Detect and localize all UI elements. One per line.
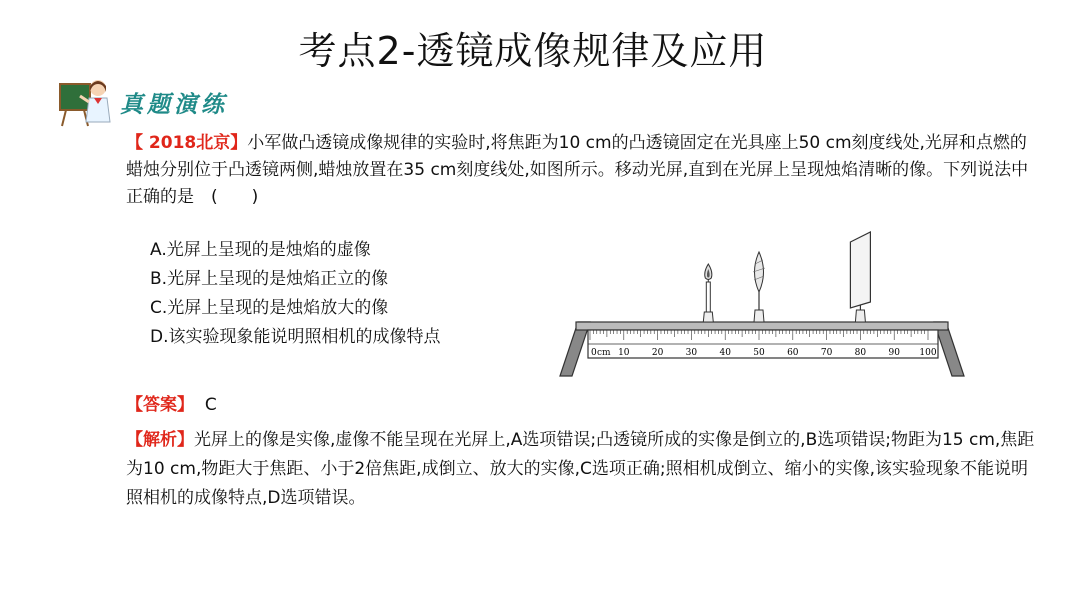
- ruler-tick-label: 80: [854, 348, 867, 358]
- question-paragraph: [126, 130, 1036, 211]
- ruler-tick-label: 0: [591, 348, 597, 358]
- light-screen: [850, 232, 870, 322]
- ruler-unit-label: cm: [597, 348, 611, 358]
- ruler-tick-label: 10: [618, 348, 630, 358]
- ruler-tick-label: 60: [787, 348, 799, 358]
- bench-track-top: [576, 322, 948, 330]
- explanation-label: 【解析】: [126, 430, 194, 450]
- ruler-tick-label: 30: [685, 348, 698, 358]
- question-source: 【 2018北京】: [126, 133, 248, 153]
- option-a: A.光屏上呈现的是烛焰的虚像: [150, 240, 371, 260]
- explanation-paragraph: [126, 426, 1036, 513]
- question-text: 小军做凸透镜成像规律的实验时,将焦距为10 cm的凸透镜固定在光具座上50 cm刻度线处,光屏和点燃的蜡烛分别位于凸透镜两侧,蜡烛放置在35 cm刻度线处,如图所示。移动光屏,直到在光屏上呈现烛焰清晰的像。下列说法中正确的是 ( ): [126, 133, 1029, 207]
- answer-value: C: [204, 395, 217, 415]
- ruler-tick-label: 100: [919, 348, 937, 358]
- optical-bench-figure: [556, 228, 968, 378]
- badge-label: 真题演练: [120, 91, 228, 118]
- ruler-tick-label: 20: [651, 348, 664, 358]
- option-d: D.该实验现象能说明照相机的成像特点: [150, 327, 441, 347]
- option-b: B.光屏上呈现的是烛焰正立的像: [150, 269, 389, 289]
- answer-line: [126, 392, 1036, 419]
- ruler-tick-label: 90: [888, 348, 900, 358]
- ruler-tick-label: 70: [820, 348, 833, 358]
- ruler-tick-label: 40: [719, 348, 731, 358]
- candle: [703, 264, 713, 322]
- option-c: C.光屏上呈现的是烛焰放大的像: [150, 298, 389, 318]
- options-list: [150, 236, 441, 352]
- teacher-at-blackboard-icon: [58, 74, 112, 130]
- explanation-text: 光屏上的像是实像,虚像不能呈现在光屏上,A选项错误;凸透镜所成的实像是倒立的,B选项错误;物距为15 cm,焦距为10 cm,物距大于焦距、小于2倍焦距,成倒立、放大的实像,C选项正确;照相机成倒立、缩小的实像,该实验现象不能说明照相机的成像特点,D选项错误。: [126, 430, 1035, 508]
- convex-lens: [753, 252, 765, 322]
- section-badge: [58, 74, 248, 130]
- ruler-tick-label: 50: [753, 348, 765, 358]
- answer-label: 【答案】: [126, 395, 194, 415]
- page-title: 考点2-透镜成像规律及应用: [298, 29, 768, 73]
